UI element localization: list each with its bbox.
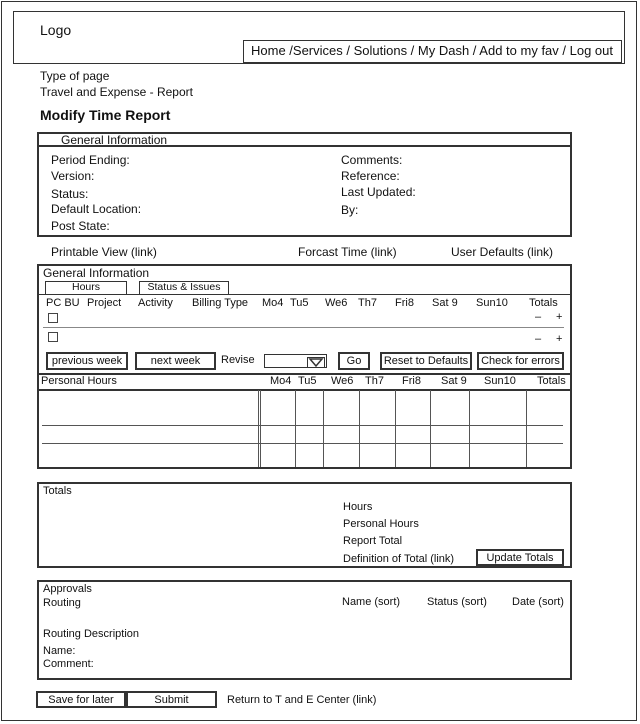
col-billing-type: Billing Type xyxy=(192,297,249,309)
revise-select[interactable] xyxy=(264,354,327,368)
check-errors-button[interactable]: Check for errors xyxy=(477,352,564,370)
field-by: By: xyxy=(341,203,359,217)
sort-by-date[interactable]: Date (sort) xyxy=(512,596,564,608)
page-type-label: Type of page xyxy=(40,69,110,83)
tab-hours[interactable]: Hours xyxy=(45,281,127,295)
col-sat9: Sat 9 xyxy=(432,297,458,309)
definition-of-total-link[interactable]: Definition of Total (link) xyxy=(343,553,455,565)
ph-col-totals: Totals xyxy=(537,375,566,387)
logo: Logo xyxy=(40,22,72,38)
reset-defaults-button[interactable]: Reset to Defaults xyxy=(380,352,472,370)
personal-hours-grid[interactable] xyxy=(37,390,572,468)
sort-by-name[interactable]: Name (sort) xyxy=(342,596,401,608)
field-default-location: Default Location: xyxy=(51,202,142,216)
col-tu5: Tu5 xyxy=(290,297,309,309)
ph-col-fri8: Fri8 xyxy=(402,375,421,387)
field-post-state: Post State: xyxy=(51,219,110,233)
chevron-down-icon xyxy=(307,355,325,366)
previous-week-button[interactable]: previous week xyxy=(46,352,128,370)
ph-col-sun10: Sun10 xyxy=(484,375,516,387)
col-activity: Activity xyxy=(138,297,173,309)
field-reference: Reference: xyxy=(341,169,400,183)
row-1-minus-button[interactable]: – xyxy=(535,311,542,323)
field-comments: Comments: xyxy=(341,153,403,167)
col-fri8: Fri8 xyxy=(395,297,414,309)
user-defaults-link[interactable]: User Defaults (link) xyxy=(451,245,554,259)
field-period-ending: Period Ending: xyxy=(51,153,130,167)
ph-col-mo4: Mo4 xyxy=(270,375,292,387)
sort-by-status[interactable]: Status (sort) xyxy=(427,596,487,608)
row-1-checkbox[interactable] xyxy=(48,313,58,323)
field-version: Version: xyxy=(51,169,95,183)
routing-label: Routing xyxy=(43,597,81,609)
col-totals: Totals xyxy=(529,297,558,309)
col-th7: Th7 xyxy=(358,297,377,309)
go-button[interactable]: Go xyxy=(338,352,370,370)
save-for-later-button[interactable]: Save for later xyxy=(36,691,126,708)
row-2-minus-button[interactable]: – xyxy=(535,333,542,345)
submit-button[interactable]: Submit xyxy=(126,691,217,708)
row-2-checkbox[interactable] xyxy=(48,332,58,342)
page-title: Modify Time Report xyxy=(40,107,171,123)
next-week-button[interactable]: next week xyxy=(135,352,216,370)
field-last-updated: Last Updated: xyxy=(341,185,416,199)
col-we6: We6 xyxy=(325,297,348,309)
row-divider xyxy=(43,327,564,328)
totals-hours: Hours xyxy=(343,501,373,513)
routing-description-label: Routing Description xyxy=(43,628,139,640)
row-1-plus-button[interactable]: + xyxy=(556,311,563,323)
revise-label: Revise xyxy=(221,354,255,366)
tab-baseline xyxy=(39,294,570,295)
tab-status-issues[interactable]: Status & Issues xyxy=(139,281,229,295)
ph-col-th7: Th7 xyxy=(365,375,384,387)
top-nav[interactable]: Home /Services / Solutions / My Dash / Add to my fav / Log out xyxy=(243,40,622,63)
totals-title: Totals xyxy=(43,485,72,497)
general-info-panel xyxy=(37,137,572,237)
update-totals-button[interactable]: Update Totals xyxy=(476,549,564,566)
col-sun10: Sun10 xyxy=(476,297,508,309)
ph-col-sat9: Sat 9 xyxy=(441,375,467,387)
approver-name-label: Name: xyxy=(43,645,76,657)
approver-comment-label: Comment: xyxy=(43,658,94,670)
time-section-title: General Information xyxy=(43,266,150,280)
col-project: Project xyxy=(87,297,122,309)
ph-col-tu5: Tu5 xyxy=(298,375,317,387)
totals-report-total: Report Total xyxy=(343,535,403,547)
ph-col-personal-hours: Personal Hours xyxy=(41,375,117,387)
return-to-te-center-link[interactable]: Return to T and E Center (link) xyxy=(227,694,377,706)
totals-personal-hours: Personal Hours xyxy=(343,518,419,530)
col-pc-bu: PC BU xyxy=(46,297,80,309)
general-info-title: General Information xyxy=(37,132,572,147)
row-2-plus-button[interactable]: + xyxy=(556,333,563,345)
approvals-title: Approvals xyxy=(43,583,92,595)
page-type-value: Travel and Expense - Report xyxy=(40,85,193,99)
printable-view-link[interactable]: Printable View (link) xyxy=(51,245,157,259)
ph-col-we6: We6 xyxy=(331,375,354,387)
col-mo4: Mo4 xyxy=(262,297,284,309)
forecast-time-link[interactable]: Forcast Time (link) xyxy=(298,245,397,259)
field-status: Status: xyxy=(51,187,89,201)
